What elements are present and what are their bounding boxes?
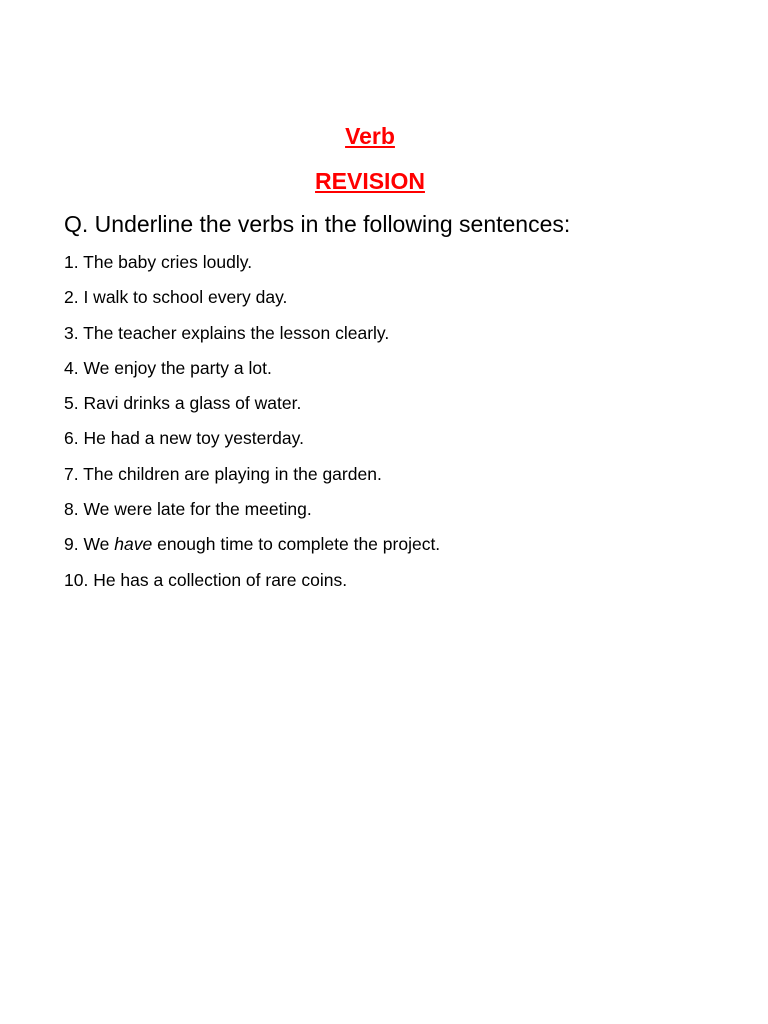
sentence-1: 1. The baby cries loudly. — [64, 252, 253, 272]
document-subtitle: REVISION — [315, 168, 425, 194]
sentence-3: 3. The teacher explains the lesson clearly. — [64, 322, 390, 343]
sentence-2: 2. I walk to school every day. — [64, 287, 288, 308]
document-title: Verb — [345, 123, 395, 149]
sentence-list — [64, 250, 440, 603]
sentence-9 — [64, 532, 440, 567]
sentence-6: 6. He had a new toy yesterday. — [64, 428, 304, 449]
sentence-9-end: enough time to complete the project. — [152, 534, 441, 555]
sentence-10: 10. He has a collection of rare coins. — [64, 569, 348, 590]
sentence-7: 7. The children are playing in the garden. — [64, 463, 382, 484]
sentence-8: 8. We were late for the meeting. — [64, 499, 312, 520]
question-instruction: Q. Underline the verbs in the following sentences: — [64, 211, 571, 237]
sentence-4: 4. We enjoy the party a lot. — [64, 357, 272, 378]
sentence-5: 5. Ravi drinks a glass of water. — [64, 393, 302, 414]
sentence-9-italic-word: have — [114, 534, 153, 555]
sentence-9-start: 9. We — [64, 534, 115, 555]
